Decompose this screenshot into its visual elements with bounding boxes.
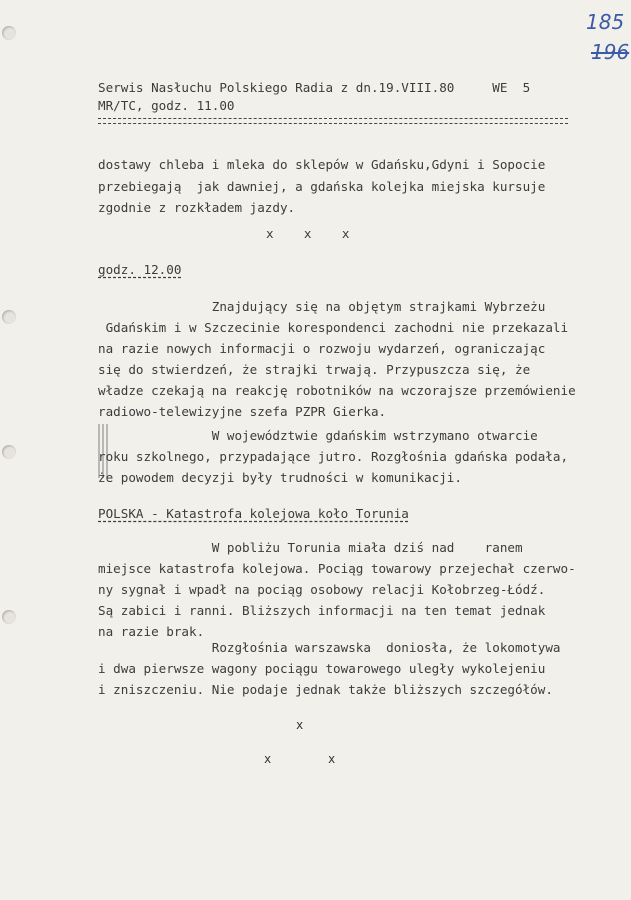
para3-line: roku szkolnego, przypadające jutro. Rozgłośnia gdańska podała, [98, 449, 569, 464]
para5-line: Rozgłośnia warszawska doniosła, że lokomotywa [98, 640, 561, 655]
punch-hole [2, 610, 16, 624]
time-heading: godz. 12.00 [98, 262, 182, 277]
para3-line: że powodem decyzji były trudności w komunikacji. [98, 470, 462, 485]
handwritten-page-number-crossed: 196 [591, 40, 630, 64]
punch-hole [2, 26, 16, 40]
para2-line: na razie nowych informacji o rozwoju wydarzeń, ograniczając [98, 341, 546, 356]
end-mark-left: x [264, 752, 272, 766]
header-divider [98, 118, 568, 124]
separator-marks: x x x [266, 226, 350, 241]
para4-line: miejsce katastrofa kolejowa. Pociąg towarowy przejechał czerwo- [98, 561, 576, 576]
para5-line: i zniszczeniu. Nie podaje jednak także bliższych szczegółów. [98, 682, 553, 697]
handwritten-page-number: 185 [586, 10, 625, 34]
end-mark-right: x [328, 752, 336, 766]
para5-line: i dwa pierwsze wagony pociągu towarowego uległy wykolejeniu [98, 661, 546, 676]
para1-line: zgodnie z rozkładem jazdy. [98, 200, 296, 215]
para4-line: na razie brak. [98, 624, 205, 639]
para4-line: W pobliżu Torunia miała dziś nad ranem [98, 540, 523, 555]
para2-line: Znajdujący się na objętym strajkami Wybrzeżu [98, 299, 546, 314]
para1-line: przebiegają jak dawniej, a gdańska kolejka miejska kursuje [98, 179, 546, 194]
para4-line: Są zabici i ranni. Bliższych informacji na ten temat jednak [98, 603, 546, 618]
section-heading: POLSKA - Katastrofa kolejowa koło Torunia [98, 506, 409, 521]
para1-line: dostawy chleba i mleka do sklepów w Gdańsku,Gdyni i Sopocie [98, 157, 546, 172]
para4-line: ny sygnał i wpadł na pociąg osobowy relacji Kołobrzeg-Łódź. [98, 582, 546, 597]
para2-line: władze czekają na reakcję robotników na wczorajsze przemówienie [98, 383, 576, 398]
para2-line: Gdańskim i w Szczecinie korespondenci zachodni nie przekazali [98, 320, 569, 335]
header-line-1: Serwis Nasłuchu Polskiego Radia z dn.19.VIII.80 WE 5 [98, 80, 531, 95]
header-line-2: MR/TC, godz. 11.00 [98, 98, 235, 113]
punch-hole [2, 445, 16, 459]
end-mark-top: x [296, 718, 304, 732]
punch-hole [2, 310, 16, 324]
para3-line: W województwie gdańskim wstrzymano otwarcie [98, 428, 538, 443]
para2-line: radiowo-telewizyjne szefa PZPR Gierka. [98, 404, 387, 419]
para2-line: się do stwierdzeń, że strajki trwają. Przypuszcza się, że [98, 362, 531, 377]
